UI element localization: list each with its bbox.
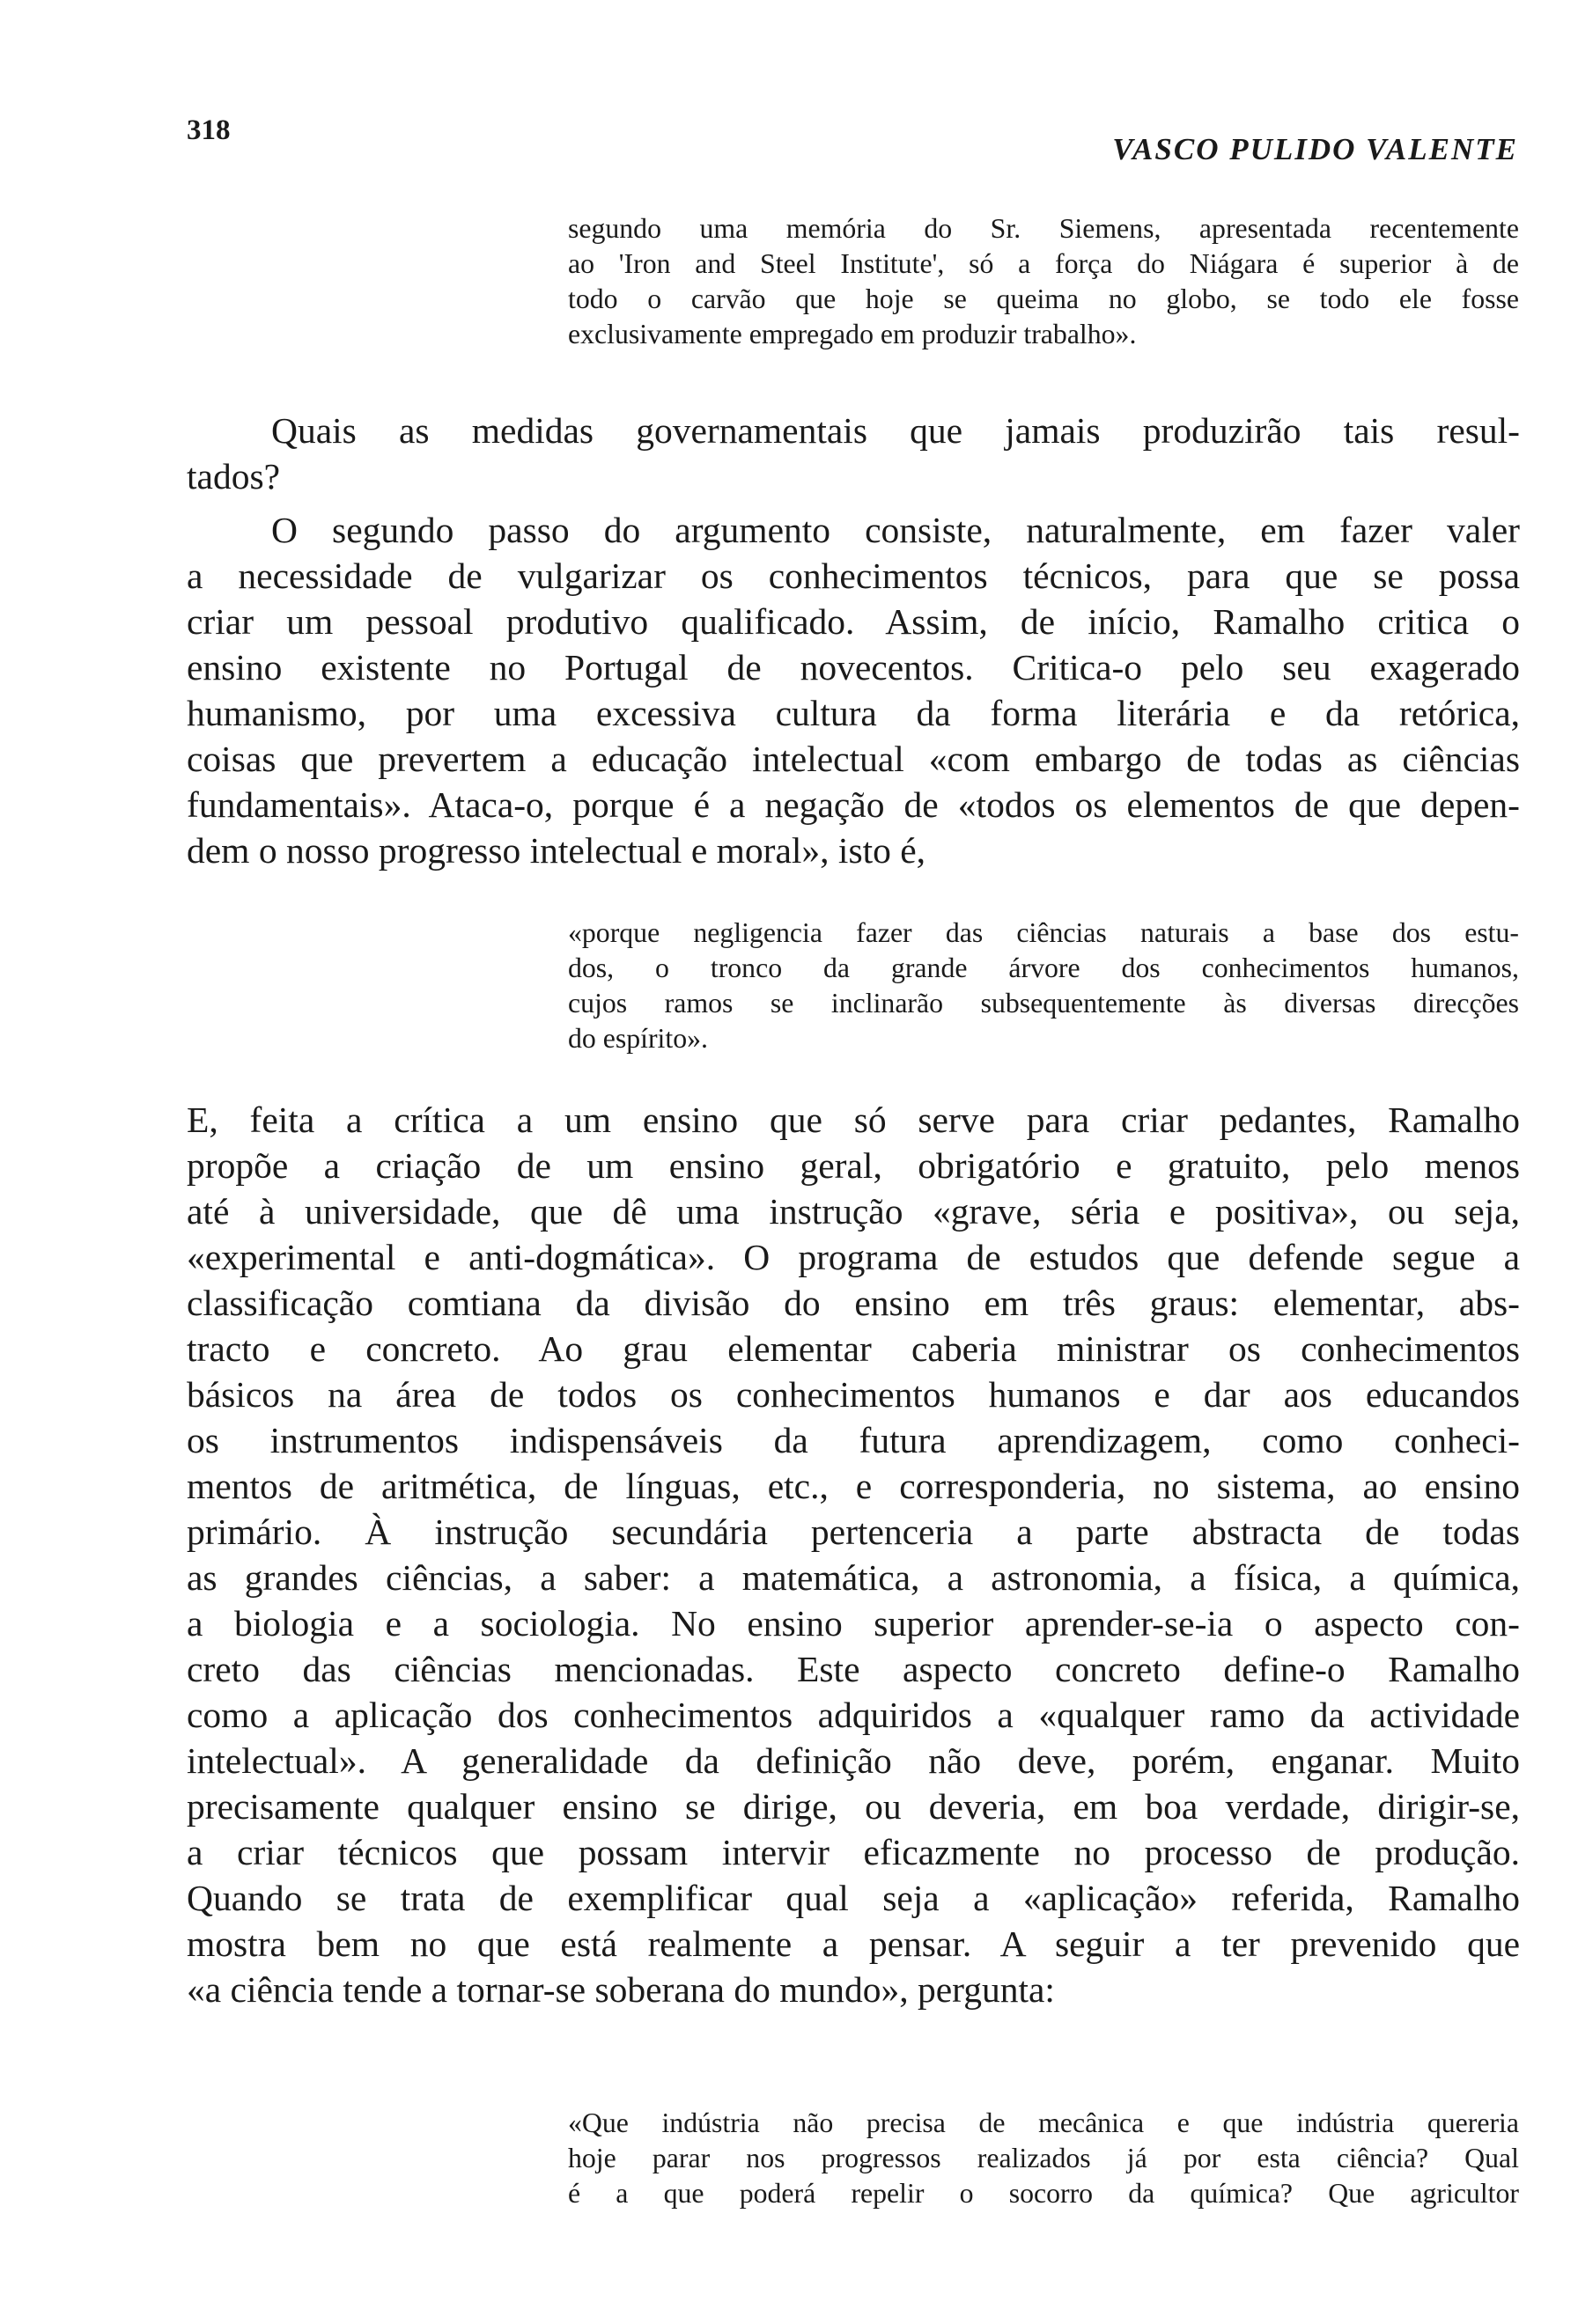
paragraph-line: intelectual». A generalidade da definição não deve, porém, enganar. Muito [187,1740,1520,1781]
quote-line: todo o carvão que hoje se queima no globo, se todo ele fosse [568,283,1519,314]
quote-line: é a que poderá repelir o socorro da química? Que agricultor [568,2178,1519,2209]
paragraph-line: as grandes ciências, a saber: a matemática, a astronomia, a física, a química, [187,1557,1520,1598]
paragraph-line: classificação comtiana da divisão do ensino em três graus: elementar, abs- [187,1283,1520,1323]
block-quote-3 [568,2106,1519,2211]
paragraph-line: tracto e concreto. Ao grau elementar caberia ministrar os conhecimentos [187,1328,1520,1369]
quote-line: hoje parar nos progressos realizados já por esta ciência? Qual [568,2143,1519,2173]
paragraph-line: Quais as medidas governamentais que jamais produzirão tais resul- [271,410,1520,451]
quote-line: «Que indústria não precisa de mecânica e que indústria quereria [568,2107,1519,2138]
page-number: 318 [187,114,231,146]
paragraph-3 [187,1097,1520,2012]
paragraph-line: dem o nosso progresso intelectual e moral», isto é, [187,830,926,871]
paragraph-line: precisamente qualquer ensino se dirige, ou deveria, em boa verdade, dirigir-se, [187,1786,1520,1827]
paragraph-line: fundamentais». Ataca-o, porque é a negação de «todos os elementos de que depen- [187,784,1520,825]
paragraph-line: primário. À instrução secundária pertenceria a parte abstracta de todas [187,1511,1520,1552]
quote-line: do espírito». [568,1023,708,1054]
paragraph-line: tados? [187,456,281,496]
paragraph-line: mostra bem no que está realmente a pensar. A seguir a ter prevenido que [187,1923,1520,1964]
paragraph-line: E, feita a crítica a um ensino que só serve para criar pedantes, Ramalho [187,1099,1520,1140]
paragraph-line: humanismo, por uma excessiva cultura da forma literária e da retórica, [187,693,1520,733]
paragraph-line: básicos na área de todos os conhecimentos humanos e dar aos educandos [187,1374,1520,1415]
quote-line: dos, o tronco da grande árvore dos conhecimentos humanos, [568,952,1519,983]
paragraph-1 [187,408,1520,499]
paragraph-line: a necessidade de vulgarizar os conhecimentos técnicos, para que se possa [187,555,1520,596]
paragraph-line: coisas que prevertem a educação intelectual «com embargo de todas as ciências [187,739,1520,779]
quote-line: segundo uma memória do Sr. Siemens, apresentada recentemente [568,213,1519,244]
paragraph-line: os instrumentos indispensáveis da futura aprendizagem, como conheci- [187,1420,1520,1460]
paragraph-line: ensino existente no Portugal de novecentos. Critica-o pelo seu exagerado [187,647,1520,688]
quote-line: cujos ramos se inclinarão subsequentemente às diversas direcções [568,988,1519,1019]
paragraph-line: a biologia e a sociologia. No ensino superior aprender-se-ia o aspecto con- [187,1603,1520,1644]
paragraph-line: a criar técnicos que possam intervir eficazmente no processo de produção. [187,1832,1520,1872]
paragraph-2 [187,507,1520,873]
paragraph-line: «experimental e anti-dogmática». O programa de estudos que defende segue a [187,1237,1520,1277]
paragraph-line: Quando se trata de exemplificar qual seja a «aplicação» referida, Ramalho [187,1878,1520,1918]
paragraph-line: O segundo passo do argumento consiste, naturalmente, em fazer valer [271,510,1520,550]
paragraph-line: «a ciência tende a tornar-se soberana do mundo», pergunta: [187,1969,1055,2010]
block-quote-2 [568,916,1519,1056]
paragraph-line: propõe a criação de um ensino geral, obrigatório e gratuito, pelo menos [187,1145,1520,1186]
running-head: VASCO PULIDO VALENTE [1112,132,1518,166]
quote-line: ao 'Iron and Steel Institute', só a força do Niágara é superior à de [568,248,1519,279]
quote-line: exclusivamente empregado em produzir trabalho». [568,319,1137,349]
paragraph-line: criar um pessoal produtivo qualificado. Assim, de início, Ramalho critica o [187,601,1520,642]
paragraph-line: como a aplicação dos conhecimentos adquiridos a «qualquer ramo da actividade [187,1695,1520,1735]
paragraph-line: até à universidade, que dê uma instrução «grave, séria e positiva», ou seja, [187,1191,1520,1232]
paragraph-line: mentos de aritmética, de línguas, etc., e corresponderia, no sistema, ao ensino [187,1466,1520,1506]
paragraph-line: creto das ciências mencionadas. Este aspecto concreto define-o Ramalho [187,1649,1520,1689]
quote-line: «porque negligencia fazer das ciências naturais a base dos estu- [568,917,1519,948]
block-quote-1 [568,211,1519,352]
